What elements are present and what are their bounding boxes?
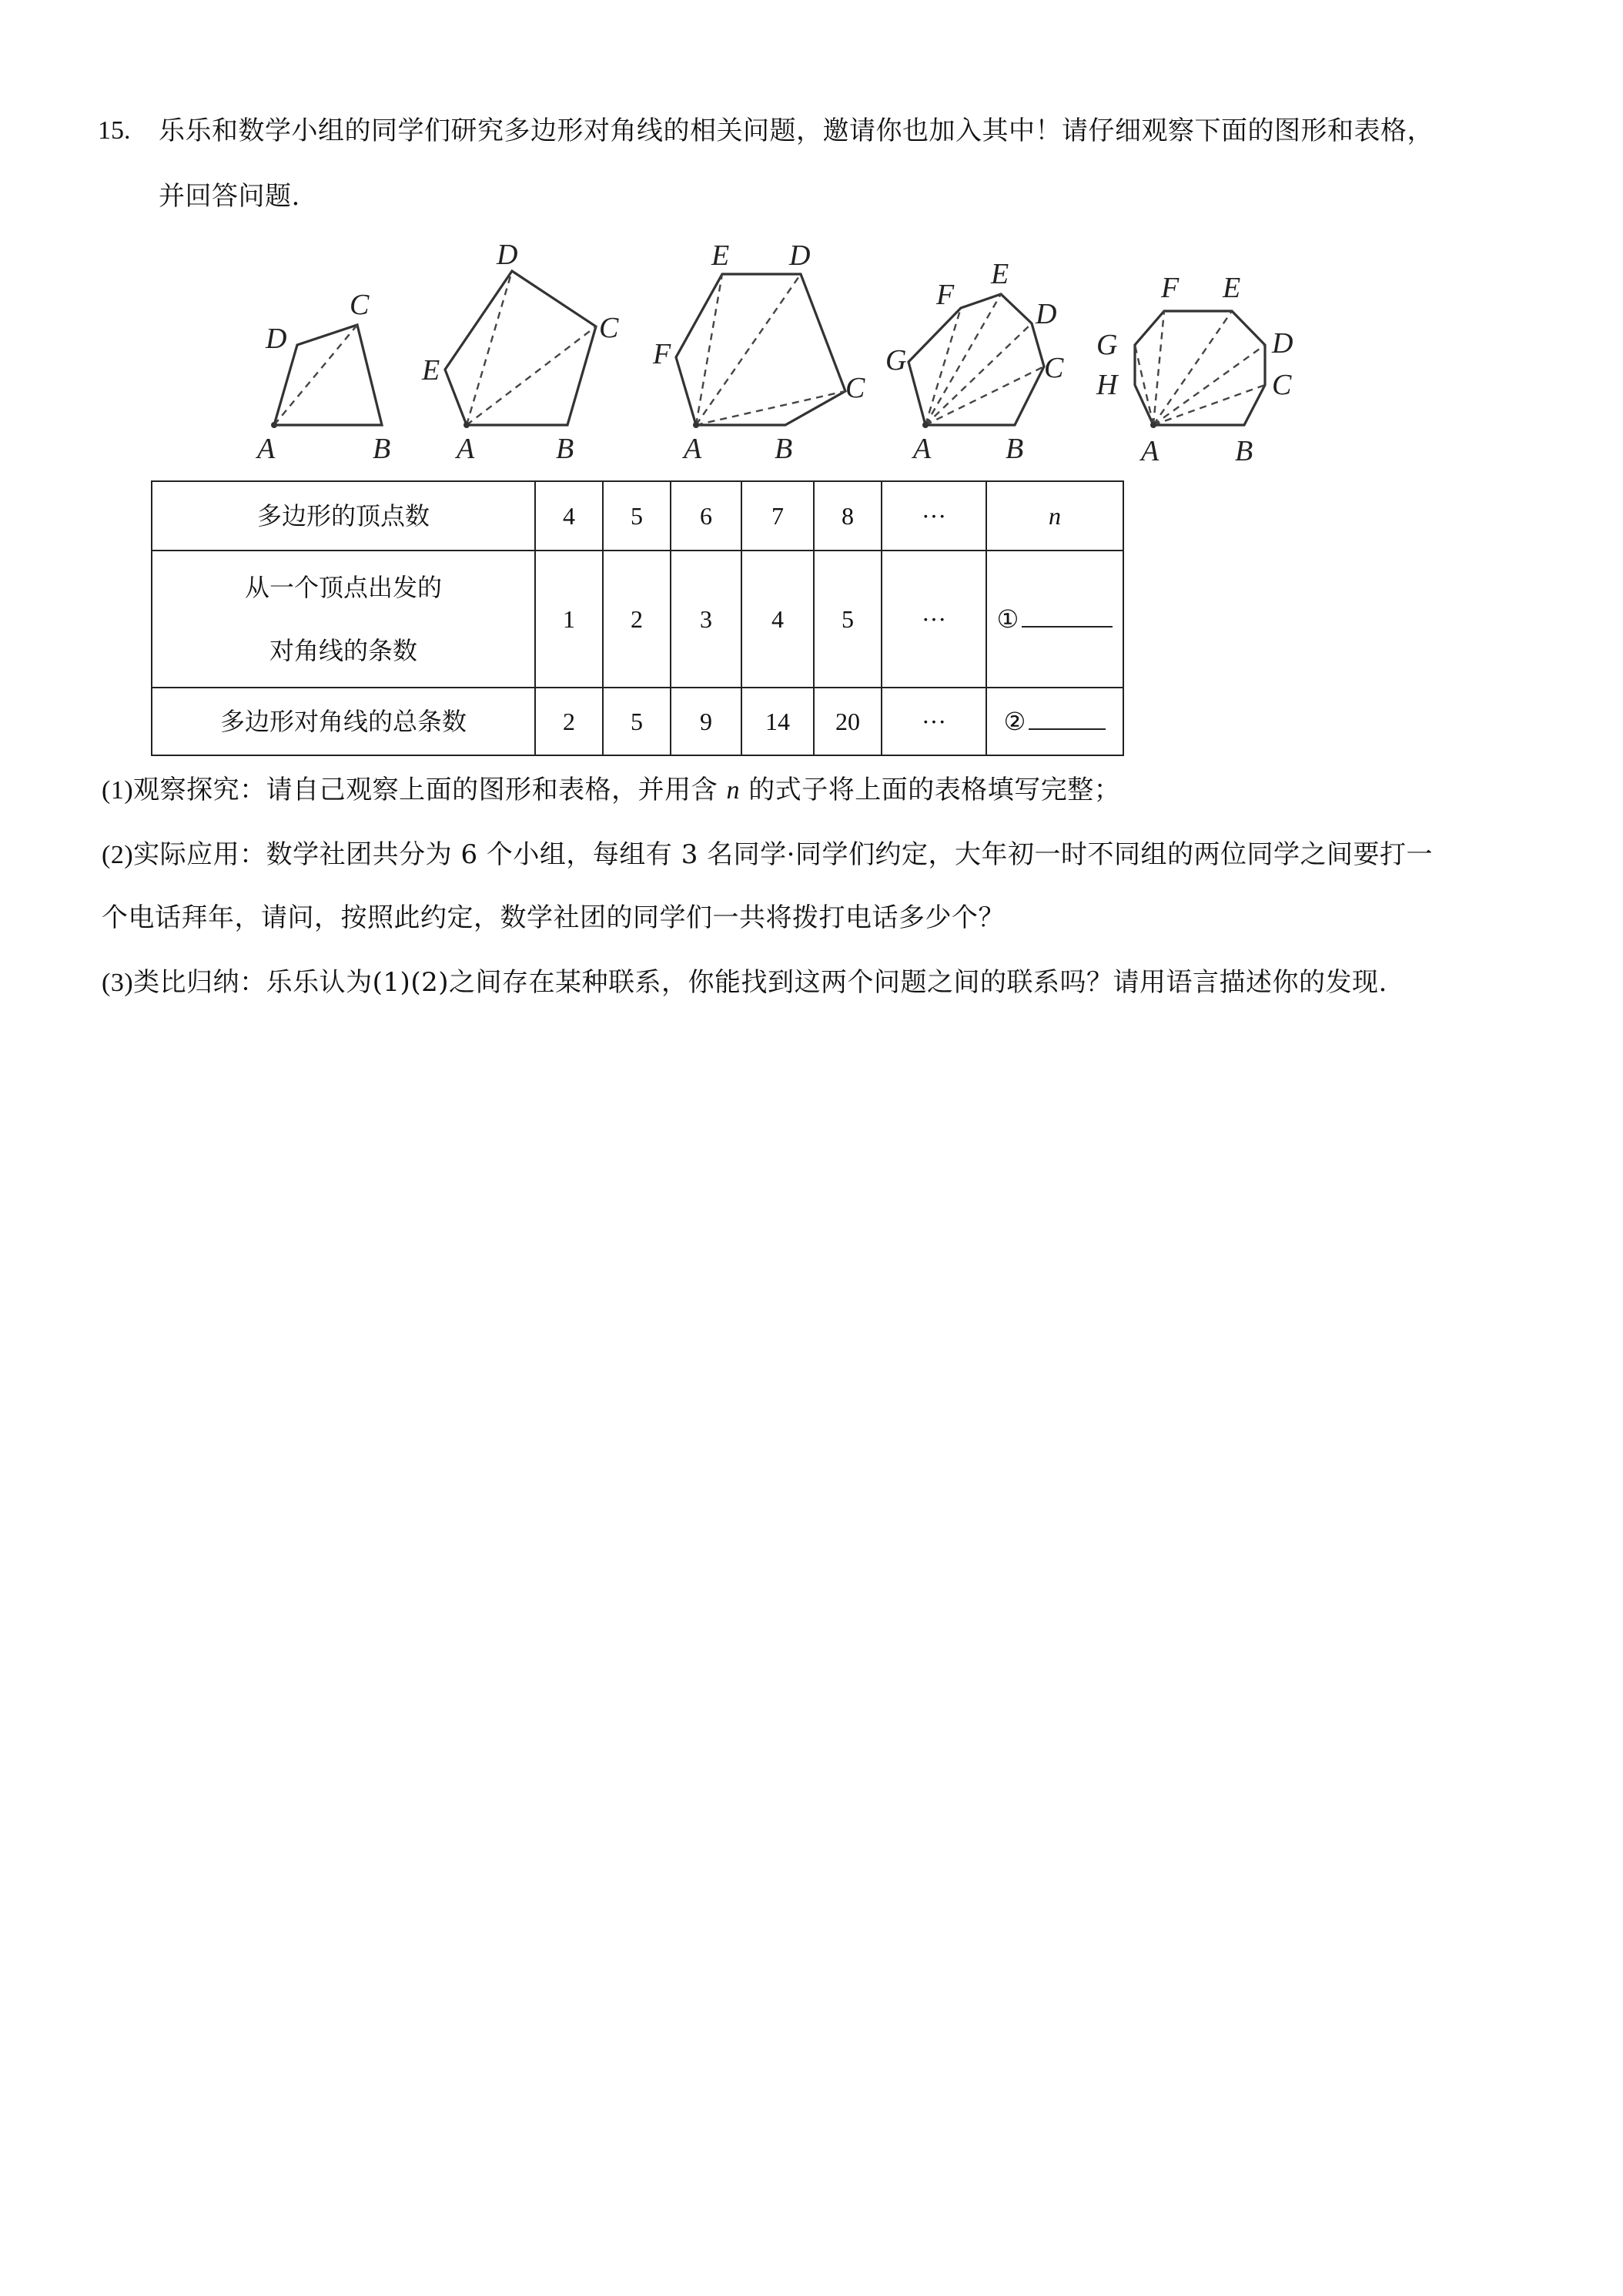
polygon-figures bbox=[0, 231, 1623, 462]
subquestion-2-number: (2) bbox=[102, 841, 134, 869]
row-header-vertices: 多边形的顶点数 bbox=[152, 481, 535, 551]
label-D: D bbox=[497, 239, 518, 271]
heptagon-figure bbox=[885, 258, 1064, 462]
cell-from-vertex-4: 1 bbox=[535, 551, 603, 688]
label-B: B bbox=[1235, 435, 1253, 462]
label-A: A bbox=[457, 433, 475, 462]
table-row-vertices bbox=[152, 481, 1123, 551]
cell-from-vertex-7: 4 bbox=[741, 551, 814, 688]
cell-total-5: 5 bbox=[603, 688, 671, 755]
blank-line-2 bbox=[1029, 707, 1106, 730]
label-F: F bbox=[653, 338, 671, 370]
cell-total-ellipsis: ··· bbox=[882, 688, 986, 755]
row-header-diagonals-from-vertex bbox=[152, 551, 535, 688]
label-A: A bbox=[257, 433, 276, 462]
row-header-line1: 从一个顶点出发的 bbox=[244, 573, 442, 602]
label-D: D bbox=[789, 239, 811, 272]
label-C: C bbox=[845, 372, 865, 404]
blank-marker-2: ② bbox=[1003, 707, 1026, 736]
label-A: A bbox=[684, 433, 702, 462]
octagon-figure bbox=[1096, 272, 1293, 462]
label-B: B bbox=[1006, 433, 1024, 462]
cell-vertices-8: 8 bbox=[814, 481, 882, 551]
diagonal-table bbox=[151, 480, 1124, 756]
subquestion-1-text-b: 的式子将上面的表格填写完整； bbox=[748, 775, 1121, 805]
label-D: D bbox=[1272, 327, 1293, 360]
answer-blank-1[interactable] bbox=[986, 551, 1123, 688]
row-header-total-diagonals: 多边形对角线的总条数 bbox=[152, 688, 535, 755]
cell-from-vertex-6: 3 bbox=[671, 551, 741, 688]
subquestion-1-number: (1) bbox=[102, 776, 134, 805]
cell-vertices-6: 6 bbox=[671, 481, 741, 551]
label-E: E bbox=[991, 258, 1009, 290]
question-number: 15. bbox=[98, 116, 131, 145]
label-F: F bbox=[1161, 272, 1180, 304]
subquestion-3 bbox=[102, 967, 1387, 999]
label-G: G bbox=[885, 344, 907, 377]
label-B: B bbox=[373, 433, 391, 462]
label-H: H bbox=[1096, 369, 1118, 401]
table-row-diagonals-from-vertex bbox=[152, 551, 1123, 688]
label-E: E bbox=[1223, 272, 1241, 304]
label-A: A bbox=[913, 433, 932, 462]
question-stem-line1: 乐乐和数学小组的同学们研究多边形对角线的相关问题，邀请你也加入其中！请仔细观察下面的图形和表格， bbox=[159, 115, 1434, 146]
subquestion-2-text: 实际应用：数学社团共分为 6 个小组，每组有 3 名同学·同学们约定，大年初一时不同组的两位同学之间要打一 bbox=[133, 839, 1433, 870]
cell-total-6: 9 bbox=[671, 688, 741, 755]
label-E: E bbox=[711, 239, 730, 272]
cell-total-8: 20 bbox=[814, 688, 882, 755]
cell-vertices-7: 7 bbox=[741, 481, 814, 551]
cell-total-7: 14 bbox=[741, 688, 814, 755]
subquestion-1-text-a: 观察探究：请自己观察上面的图形和表格，并用含 bbox=[133, 775, 718, 805]
blank-marker-1: ① bbox=[996, 604, 1019, 634]
label-G: G bbox=[1096, 329, 1118, 361]
pentagon-figure bbox=[421, 239, 619, 462]
cell-from-vertex-8: 5 bbox=[814, 551, 882, 688]
cell-total-4: 2 bbox=[535, 688, 603, 755]
label-B: B bbox=[775, 433, 793, 462]
cell-from-vertex-5: 2 bbox=[603, 551, 671, 688]
subquestion-3-text: 类比归纳：乐乐认为(1)(2)之间存在某种联系，你能找到这两个问题之间的联系吗？请用语言描述你的发现. bbox=[133, 967, 1387, 998]
label-C: C bbox=[599, 312, 619, 344]
row-header-line2: 对角线的条数 bbox=[269, 636, 417, 665]
answer-blank-2[interactable] bbox=[986, 688, 1123, 755]
quadrilateral-figure bbox=[255, 289, 390, 462]
label-C: C bbox=[1272, 369, 1292, 401]
label-E: E bbox=[422, 354, 440, 387]
label-C: C bbox=[350, 289, 370, 321]
subquestion-3-number: (3) bbox=[102, 969, 134, 997]
hexagon-figure bbox=[652, 239, 865, 462]
blank-line-1 bbox=[1022, 604, 1113, 628]
subquestion-2-line2: 个电话拜年，请问，按照此约定，数学社团的同学们一共将拨打电话多少个？ bbox=[102, 902, 1005, 933]
cell-from-vertex-ellipsis: ··· bbox=[882, 551, 986, 688]
label-F: F bbox=[936, 279, 955, 311]
subquestion-1 bbox=[102, 775, 1120, 806]
label-D: D bbox=[1036, 298, 1057, 330]
label-C: C bbox=[1044, 352, 1064, 384]
cell-vertices-5: 5 bbox=[603, 481, 671, 551]
variable-n: n bbox=[726, 776, 740, 805]
subquestion-2-line1 bbox=[102, 839, 1433, 871]
label-B: B bbox=[556, 433, 574, 462]
question-stem-line2: 并回答问题. bbox=[159, 181, 300, 212]
cell-vertices-n: n bbox=[986, 481, 1123, 551]
table-row-total-diagonals bbox=[152, 688, 1123, 755]
label-D: D bbox=[266, 323, 287, 355]
cell-vertices-ellipsis: ··· bbox=[882, 481, 986, 551]
cell-vertices-4: 4 bbox=[535, 481, 603, 551]
label-A: A bbox=[1141, 435, 1160, 462]
